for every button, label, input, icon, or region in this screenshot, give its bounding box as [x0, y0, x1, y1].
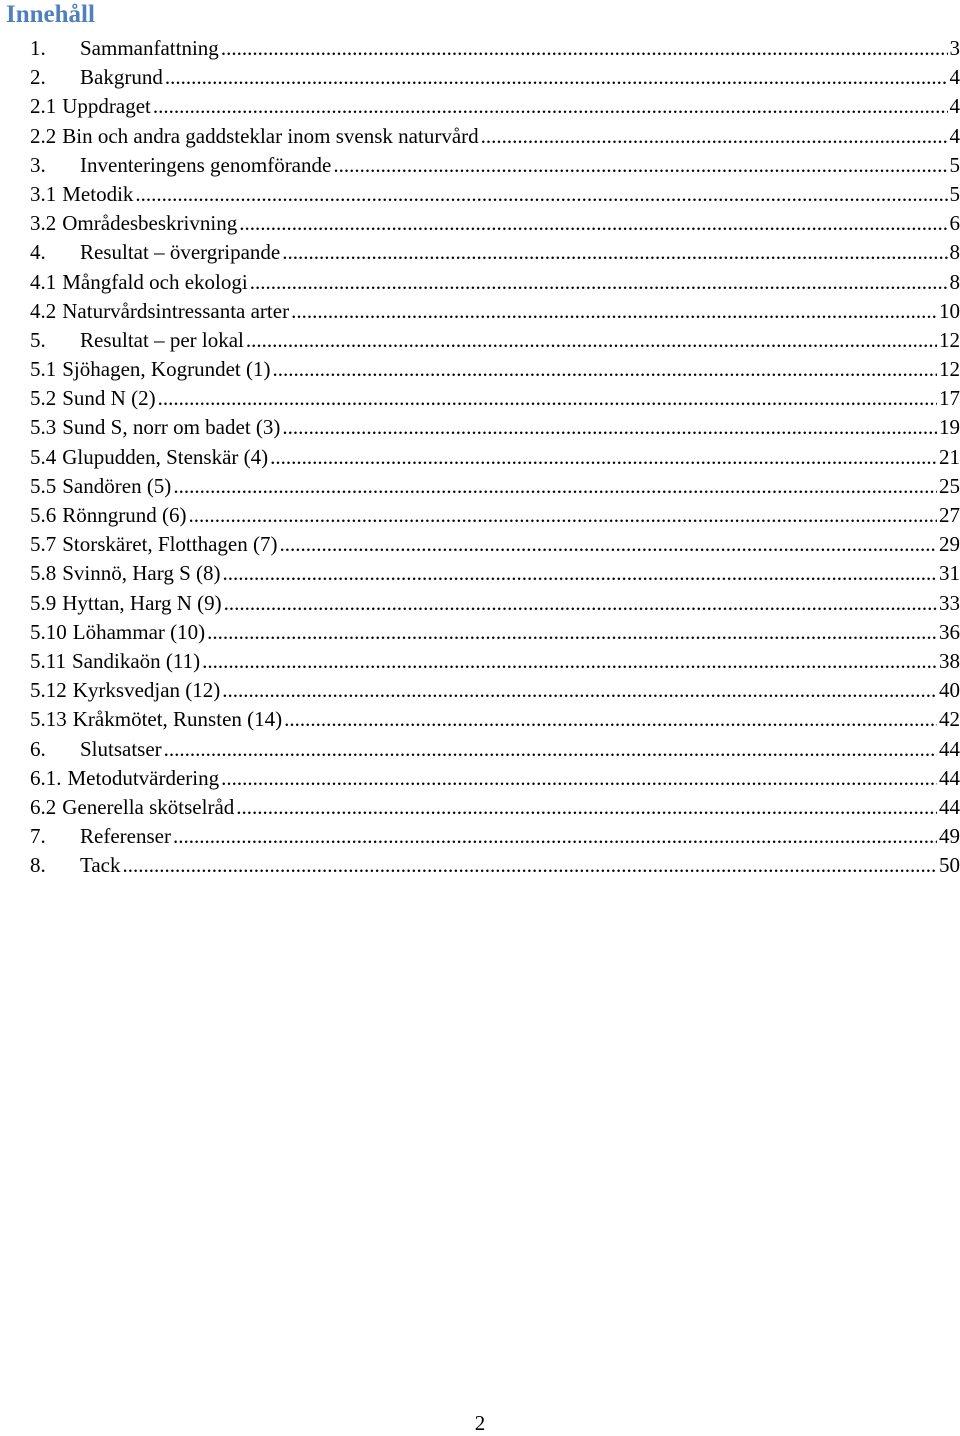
- toc-entry-page: 12: [939, 326, 960, 355]
- toc-entry-page: 8: [950, 268, 960, 297]
- toc-entry-number: 5.6: [30, 501, 56, 530]
- toc-entry[interactable]: [30, 297, 960, 326]
- toc-entry-page: 44: [939, 764, 960, 793]
- toc-entry-page: 17: [939, 384, 960, 413]
- toc-dot-leader: [222, 676, 937, 705]
- toc-dot-leader: [333, 151, 947, 180]
- toc-entry[interactable]: [30, 735, 960, 764]
- toc-entry-page: 27: [939, 501, 960, 530]
- toc-entry-page: 6: [950, 209, 960, 238]
- toc-entry-page: 19: [939, 413, 960, 442]
- toc-entry-label: Slutsatser: [80, 735, 162, 764]
- toc-entry-label: Inventeringens genomförande: [80, 151, 331, 180]
- toc-entry-page: 44: [939, 793, 960, 822]
- toc-entry-label: Sandikaön (11): [72, 647, 200, 676]
- toc-entry[interactable]: [30, 209, 960, 238]
- toc-entry[interactable]: [30, 472, 960, 501]
- toc-entry[interactable]: [30, 822, 960, 851]
- toc-entry-page: 50: [939, 851, 960, 880]
- toc-dot-leader: [284, 705, 937, 734]
- toc-entry-label: Kyrksvedjan (12): [73, 676, 221, 705]
- page-title: Innehåll: [6, 0, 95, 30]
- toc-entry[interactable]: [30, 676, 960, 705]
- toc-entry-label: Metodutvärdering: [68, 764, 220, 793]
- toc-entry-number: 5.7: [30, 530, 56, 559]
- toc-entry-number: 5.10: [30, 618, 67, 647]
- toc-dot-leader: [158, 384, 937, 413]
- toc-entry-page: 10: [939, 297, 960, 326]
- toc-entry-number: 4.: [30, 238, 80, 267]
- toc-entry-page: 4: [950, 122, 960, 151]
- toc-dot-leader: [165, 63, 948, 92]
- toc-entry-number: 5.13: [30, 705, 67, 734]
- toc-entry-label: Mångfald och ekologi: [62, 268, 247, 297]
- toc-dot-leader: [223, 559, 937, 588]
- toc-dot-leader: [250, 268, 948, 297]
- toc-entry[interactable]: [30, 180, 960, 209]
- toc-entry[interactable]: [30, 413, 960, 442]
- table-of-contents: [30, 34, 960, 880]
- toc-entry[interactable]: [30, 530, 960, 559]
- toc-entry-number: 5.8: [30, 559, 56, 588]
- toc-dot-leader: [202, 647, 937, 676]
- toc-entry[interactable]: [30, 238, 960, 267]
- toc-entry[interactable]: [30, 618, 960, 647]
- toc-entry-number: 2.2: [30, 122, 56, 151]
- toc-entry-number: 5.9: [30, 589, 56, 618]
- toc-dot-leader: [246, 326, 937, 355]
- toc-entry-number: 5.11: [30, 647, 66, 676]
- toc-entry-label: Sammanfattning: [80, 34, 219, 63]
- toc-dot-leader: [236, 793, 937, 822]
- toc-dot-leader: [224, 589, 937, 618]
- toc-entry-label: Generella skötselråd: [62, 793, 234, 822]
- toc-dot-leader: [221, 34, 948, 63]
- toc-entry-number: 2.1: [30, 92, 56, 121]
- toc-entry[interactable]: [30, 501, 960, 530]
- toc-entry-page: 3: [950, 34, 960, 63]
- toc-dot-leader: [282, 413, 937, 442]
- toc-entry-page: 29: [939, 530, 960, 559]
- toc-entry-number: 4.2: [30, 297, 56, 326]
- toc-entry[interactable]: [30, 63, 960, 92]
- toc-dot-leader: [270, 443, 937, 472]
- toc-entry[interactable]: [30, 268, 960, 297]
- toc-entry-page: 42: [939, 705, 960, 734]
- toc-entry[interactable]: [30, 355, 960, 384]
- toc-entry-label: Uppdraget: [62, 92, 151, 121]
- toc-entry[interactable]: [30, 589, 960, 618]
- toc-entry-label: Sandören (5): [62, 472, 171, 501]
- toc-entry[interactable]: [30, 326, 960, 355]
- toc-entry-page: 40: [939, 676, 960, 705]
- toc-entry-label: Bakgrund: [80, 63, 163, 92]
- toc-entry[interactable]: [30, 851, 960, 880]
- toc-entry-number: 6.: [30, 735, 80, 764]
- toc-dot-leader: [221, 764, 937, 793]
- toc-entry[interactable]: [30, 443, 960, 472]
- toc-entry-number: 6.2: [30, 793, 56, 822]
- toc-dot-leader: [153, 92, 948, 121]
- toc-entry-number: 4.1: [30, 268, 56, 297]
- toc-entry-label: Metodik: [62, 180, 133, 209]
- toc-dot-leader: [207, 618, 937, 647]
- toc-entry-number: 3.1: [30, 180, 56, 209]
- toc-entry-label: Kråkmötet, Runsten (14): [73, 705, 282, 734]
- toc-dot-leader: [189, 501, 938, 530]
- toc-entry-label: Glupudden, Stenskär (4): [62, 443, 268, 472]
- toc-entry-number: 1.: [30, 34, 80, 63]
- toc-dot-leader: [239, 209, 947, 238]
- toc-entry-page: 33: [939, 589, 960, 618]
- toc-entry-page: 12: [939, 355, 960, 384]
- toc-entry-number: 8.: [30, 851, 80, 880]
- toc-entry[interactable]: [30, 705, 960, 734]
- toc-entry[interactable]: [30, 559, 960, 588]
- toc-entry-label: Sund N (2): [62, 384, 155, 413]
- toc-entry-page: 44: [939, 735, 960, 764]
- toc-dot-leader: [123, 851, 937, 880]
- toc-entry-page: 25: [939, 472, 960, 501]
- toc-entry-label: Rönngrund (6): [62, 501, 186, 530]
- toc-entry-label: Storskäret, Flotthagen (7): [62, 530, 277, 559]
- toc-entry-number: 5.12: [30, 676, 67, 705]
- toc-entry-number: 2.: [30, 63, 80, 92]
- toc-entry-label: Svinnö, Harg S (8): [62, 559, 220, 588]
- toc-entry-label: Tack: [80, 851, 121, 880]
- toc-entry-number: 5.5: [30, 472, 56, 501]
- toc-entry[interactable]: [30, 647, 960, 676]
- toc-entry[interactable]: [30, 793, 960, 822]
- toc-entry-number: 3.: [30, 151, 80, 180]
- toc-dot-leader: [164, 735, 937, 764]
- toc-entry-number: 5.2: [30, 384, 56, 413]
- toc-entry-page: 21: [939, 443, 960, 472]
- toc-entry-page: 4: [950, 63, 960, 92]
- toc-entry[interactable]: [30, 151, 960, 180]
- toc-entry-number: 5.: [30, 326, 80, 355]
- toc-entry[interactable]: [30, 34, 960, 63]
- toc-entry-number: 5.4: [30, 443, 56, 472]
- toc-entry[interactable]: [30, 764, 960, 793]
- toc-entry[interactable]: [30, 92, 960, 121]
- toc-entry-page: 36: [939, 618, 960, 647]
- toc-dot-leader: [291, 297, 937, 326]
- toc-dot-leader: [272, 355, 937, 384]
- toc-entry-page: 5: [950, 180, 960, 209]
- toc-dot-leader: [481, 122, 948, 151]
- toc-entry-page: 31: [939, 559, 960, 588]
- toc-entry-number: 6.1.: [30, 764, 62, 793]
- toc-dot-leader: [279, 530, 937, 559]
- toc-entry-page: 5: [950, 151, 960, 180]
- toc-entry[interactable]: [30, 384, 960, 413]
- toc-dot-leader: [173, 822, 937, 851]
- toc-dot-leader: [173, 472, 937, 501]
- toc-entry-number: 7.: [30, 822, 80, 851]
- toc-entry-label: Sjöhagen, Kogrundet (1): [62, 355, 270, 384]
- toc-dot-leader: [282, 238, 947, 267]
- toc-entry-label: Resultat – övergripande: [80, 238, 280, 267]
- toc-entry-page: 38: [939, 647, 960, 676]
- toc-entry-label: Resultat – per lokal: [80, 326, 244, 355]
- toc-entry-number: 5.3: [30, 413, 56, 442]
- toc-entry-label: Referenser: [80, 822, 171, 851]
- page-number: 2: [0, 1410, 960, 1436]
- toc-dot-leader: [135, 180, 947, 209]
- toc-entry-page: 49: [939, 822, 960, 851]
- toc-entry-label: Hyttan, Harg N (9): [62, 589, 221, 618]
- toc-entry-page: 8: [950, 238, 960, 267]
- toc-entry-label: Löhammar (10): [73, 618, 205, 647]
- toc-entry-label: Naturvårdsintressanta arter: [62, 297, 289, 326]
- toc-entry-page: 4: [950, 92, 960, 121]
- toc-entry-label: Områdesbeskrivning: [62, 209, 237, 238]
- toc-entry-number: 3.2: [30, 209, 56, 238]
- toc-entry-label: Bin och andra gaddsteklar inom svensk naturvård: [62, 122, 478, 151]
- toc-entry-number: 5.1: [30, 355, 56, 384]
- toc-entry-label: Sund S, norr om badet (3): [62, 413, 280, 442]
- toc-entry[interactable]: [30, 122, 960, 151]
